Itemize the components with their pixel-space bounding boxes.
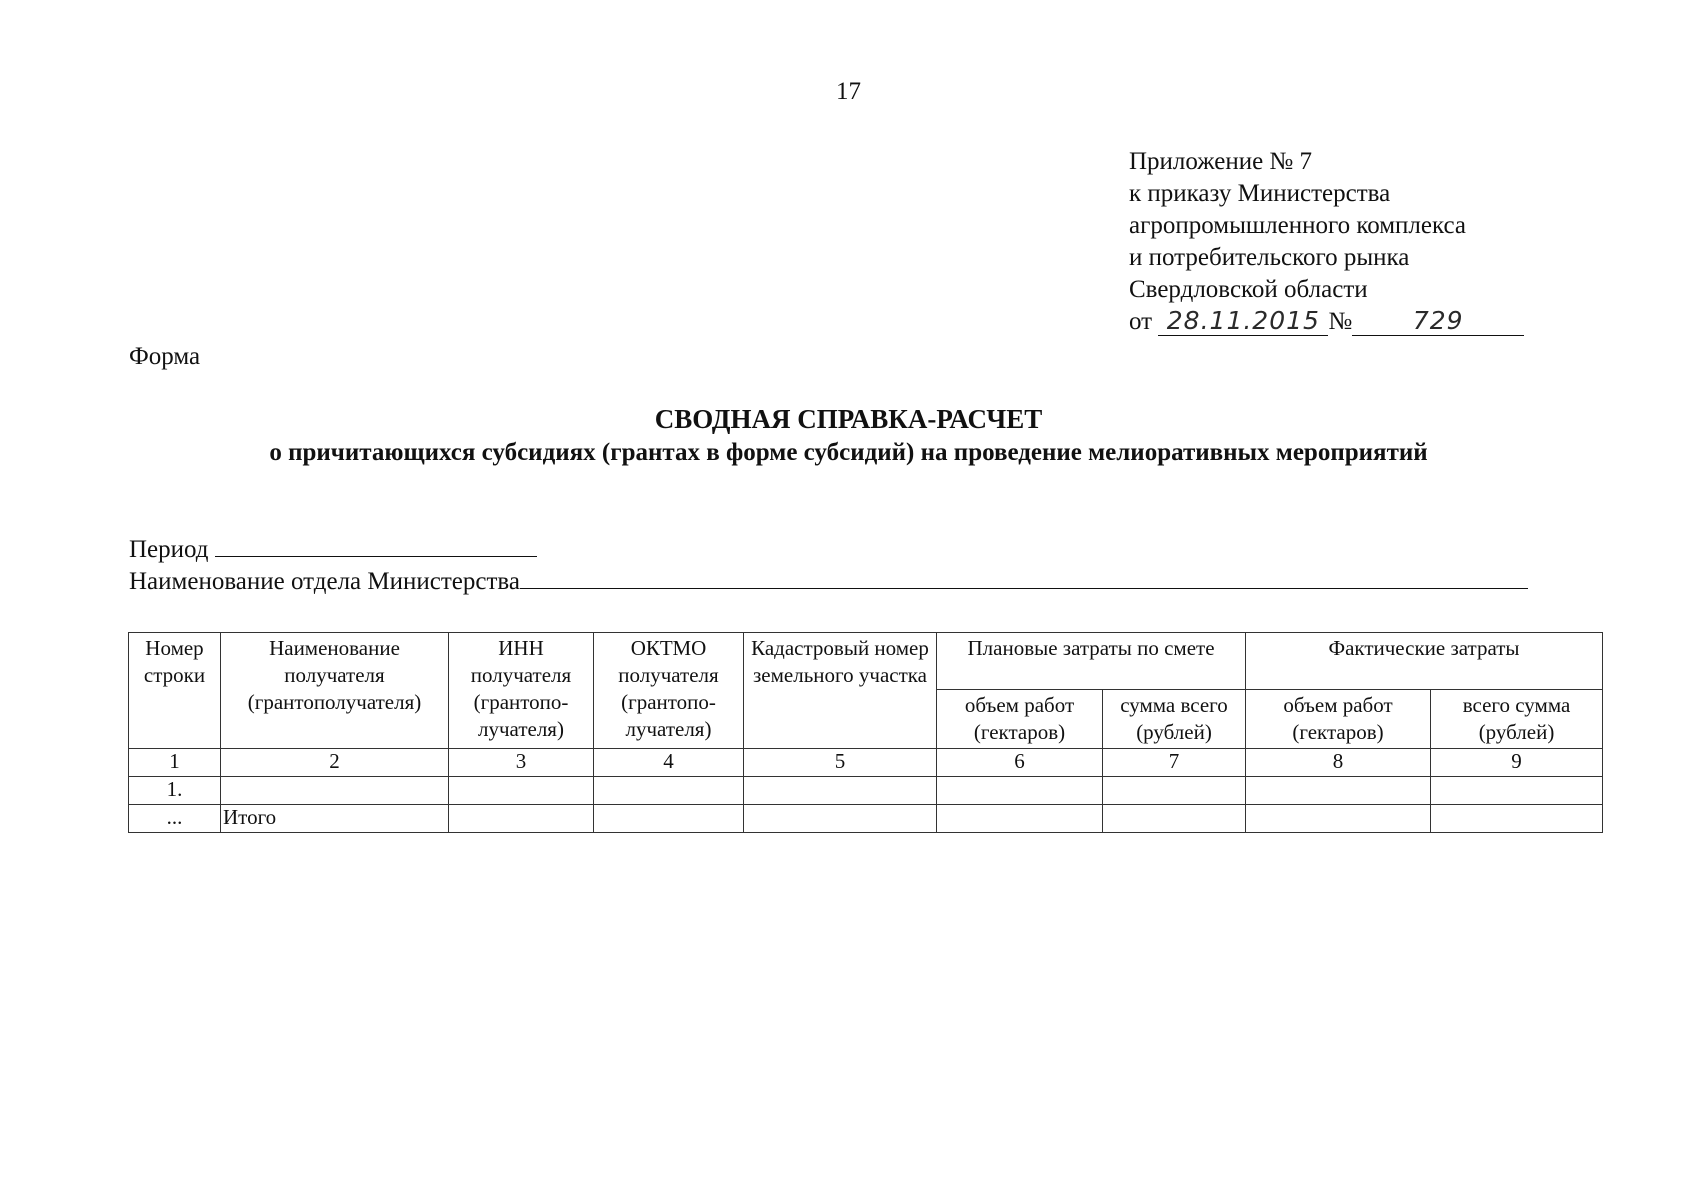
header-planned-costs: Плановые затраты по смете (937, 633, 1246, 690)
number-prefix: № (1328, 308, 1353, 335)
column-number: 4 (594, 749, 744, 777)
column-number: 3 (449, 749, 594, 777)
column-number: 5 (744, 749, 937, 777)
header-actual-volume: объем работ (гектаров) (1246, 690, 1431, 749)
table-cell (1103, 777, 1246, 805)
period-blank (215, 536, 537, 557)
table-cell (449, 805, 594, 833)
header-cadastral: Кадастровый номер земельного участка (744, 633, 937, 749)
period-row (129, 536, 537, 564)
appendix-line: Приложение № 7 (1129, 148, 1313, 175)
table-cell (594, 805, 744, 833)
table-cell: ... (129, 805, 221, 833)
table-cell (594, 777, 744, 805)
subsidy-table (128, 632, 1603, 833)
handwritten-date: 28.11.2015 (1166, 306, 1320, 335)
appendix-line: Свердловской области (1129, 276, 1368, 303)
column-number: 6 (937, 749, 1103, 777)
header-planned-sum: сумма всего (рублей) (1103, 690, 1246, 749)
appendix-block (1129, 146, 1524, 338)
table-cell: 1. (129, 777, 221, 805)
order-date-number-row (1129, 306, 1524, 338)
header-inn: ИНН получателя (грантопо-лучателя) (449, 633, 594, 749)
table-cell (744, 805, 937, 833)
order-date-field (1158, 308, 1328, 336)
date-prefix: от (1129, 308, 1153, 335)
table-row (129, 777, 1603, 805)
column-number: 7 (1103, 749, 1246, 777)
document-title: СВОДНАЯ СПРАВКА-РАСЧЕТ (654, 404, 1043, 434)
department-blank (520, 568, 1528, 589)
table-cell (744, 777, 937, 805)
order-number-field (1352, 308, 1524, 336)
table-row-total (129, 805, 1603, 833)
appendix-line: и потребительского рынка (1129, 244, 1410, 271)
table-cell (1103, 805, 1246, 833)
total-label: Итого (221, 805, 449, 833)
handwritten-number: 729 (1412, 306, 1464, 335)
department-label: Наименование отдела Министерства (129, 568, 520, 595)
table-cell (1246, 805, 1431, 833)
table-cell (1431, 777, 1603, 805)
table-cell (1246, 777, 1431, 805)
header-row-number: Номер строки (129, 633, 221, 749)
document-subtitle: о причитающихся субсидиях (грантах в форме субсидий) на проведение мелиоративных мероприятий (269, 439, 1428, 466)
table-cell (449, 777, 594, 805)
appendix-line: агропромышленного комплекса (1129, 212, 1467, 239)
header-planned-volume: объем работ (гектаров) (937, 690, 1103, 749)
header-actual-costs: Фактические затраты (1246, 633, 1603, 690)
table-cell (1431, 805, 1603, 833)
table-cell (937, 805, 1103, 833)
column-number: 8 (1246, 749, 1431, 777)
period-label: Период (129, 536, 209, 563)
department-row (129, 568, 1528, 596)
header-oktmo: ОКТМО получателя (грантопо-лучателя) (594, 633, 744, 749)
header-recipient-name: Наименование получателя (грантополучателя) (221, 633, 449, 749)
page-number: 17 (836, 78, 861, 105)
form-label: Форма (129, 343, 201, 370)
table-cell (937, 777, 1103, 805)
column-number: 9 (1431, 749, 1603, 777)
appendix-line: к приказу Министерства (1129, 180, 1391, 207)
header-actual-sum: всего сумма (рублей) (1431, 690, 1603, 749)
table-header-row (129, 633, 1603, 690)
column-number: 1 (129, 749, 221, 777)
column-number-row (129, 749, 1603, 777)
column-number: 2 (221, 749, 449, 777)
table-cell (221, 777, 449, 805)
